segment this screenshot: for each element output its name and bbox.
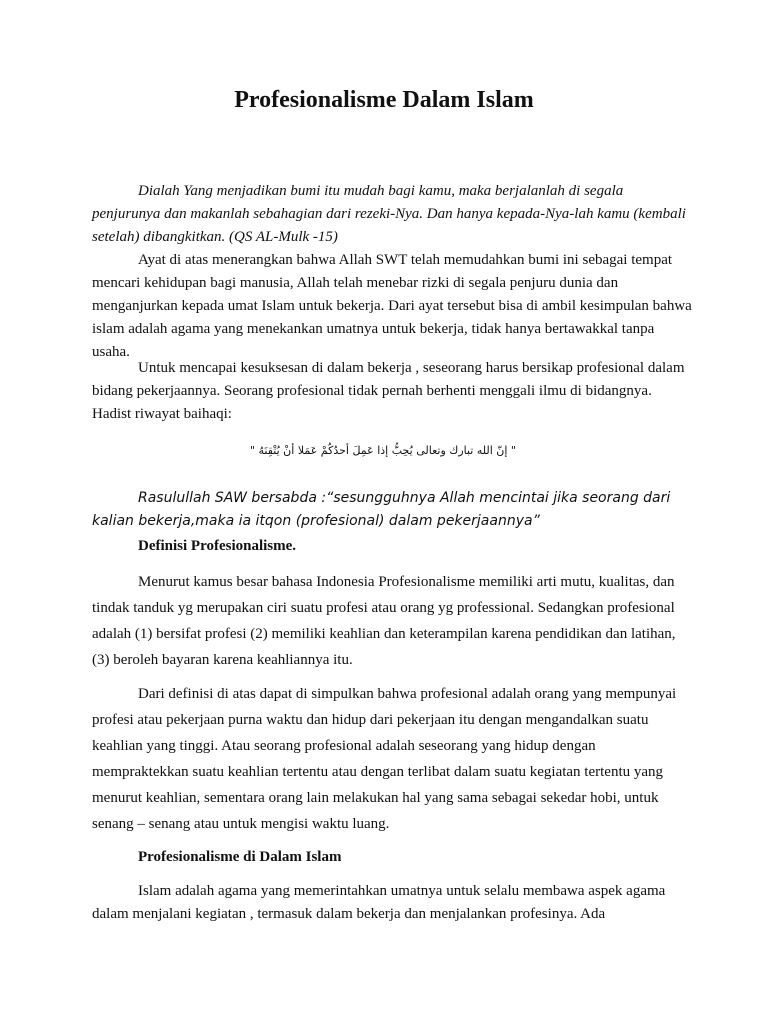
hadith-translation: Rasulullah SAW bersabda :“sesungguhnya Allah mencintai jika seorang dari kalian bekerja,maka ia itqon (profesional) dalam pekerjaannya”: [92, 490, 671, 529]
quran-quote: Dialah Yang menjadikan bumi itu mudah bagi kamu, maka berjalanlah di segala penjurunya dan makanlah sebahagian dari rezeki-Nya. Dan hanya kepada-Nya-lah kamu (kembali setelah) dibangkitkan. (QS AL-Mulk -15): [92, 183, 686, 245]
paragraph-islam: Islam adalah agama yang memerintahkan umatnya untuk selalu membawa aspek agama dalam menjalani kegiatan , termasuk dalam bekerja dan menjalankan profesinya. Ada: [92, 883, 666, 922]
paragraph-definition: Menurut kamus besar bahasa Indonesia Profesionalisme memiliki arti mutu, kualitas, dan tindak tanduk yg merupakan ciri suatu profesi atau orang yg professional. Sedangkan profesional adalah (1) bersifat profesi (2) memiliki keahlian dan keterampilan karena pendidikan dan latihan, (3) beroleh bayaran karena keahliannya itu.: [92, 574, 676, 668]
paragraph-intro: Ayat di atas menerangkan bahwa Allah SWT telah memudahkan bumi ini sebagai tempat mencari kehidupan bagi manusia, Allah telah menebar rizki di segala penjuru dunia dan menganjurkan kepada umat Islam untuk bekerja. Dari ayat tersebut bisa di ambil kesimpulan bahwa islam adalah agama yang menekankan umatnya untuk bekerja, tidak hanya bertawakkal tanpa usaha.: [92, 252, 692, 360]
heading-definisi: Definisi Profesionalisme.: [138, 538, 297, 554]
arabic-hadith: " إنّ الله تبارك وتعالى يُحِبُّ إذا عَمِلَ أحدُكُمْ عَمَلا أنْ يُتْقِنَهُ ": [249, 444, 516, 457]
paragraph-professional: Untuk mencapai kesuksesan di dalam bekerja , seseorang harus bersikap profesional dalam bidang pekerjaannya. Seorang profesional tidak pernah berhenti menggali ilmu di bidangnya. Hadist riwayat baihaqi:: [92, 360, 685, 422]
document-title: Profesionalisme Dalam Islam: [234, 87, 534, 113]
heading-islam: Profesionalisme di Dalam Islam: [138, 849, 342, 865]
paragraph-conclusion: Dari definisi di atas dapat di simpulkan bahwa profesional adalah orang yang mempunyai profesi atau pekerjaan purna waktu dan hidup dari pekerjaan itu dengan mengandalkan suatu keahlian yang tinggi. Atau seorang profesional adalah seseorang yang hidup dengan mempraktekkan suatu keahlian tertentu atau dengan terlibat dalam suatu kegiatan tertentu yang menurut keahlian, sementara orang lain melakukan hal yang sama sebagai sekedar hobi, untuk senang – senang atau untuk mengisi waktu luang.: [92, 686, 677, 832]
